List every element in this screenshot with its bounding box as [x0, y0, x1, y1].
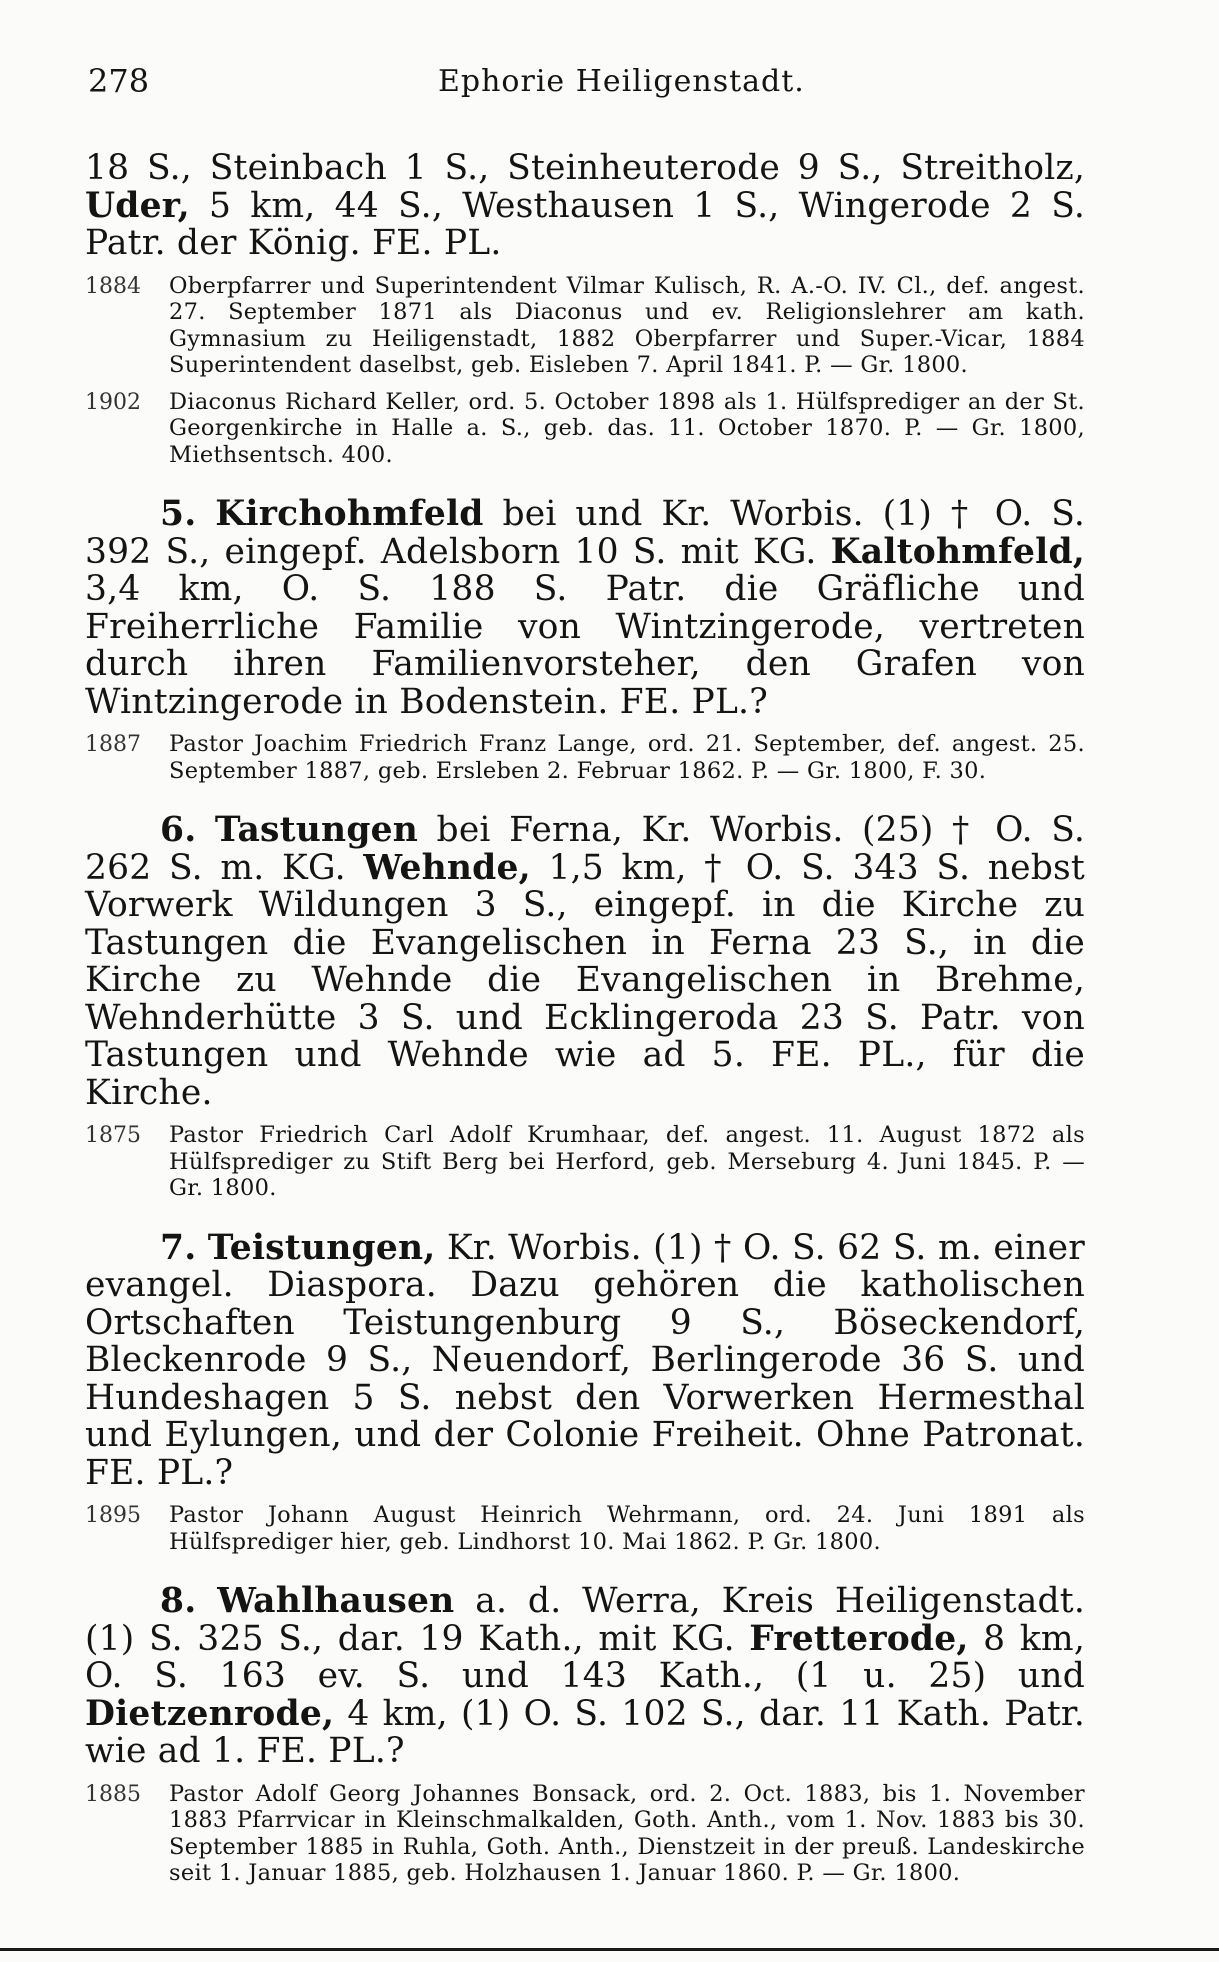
section-number: 8. — [160, 1581, 197, 1621]
page-header — [88, 62, 1083, 112]
paragraph-text: 3,4 km, O. S. 188 S. Patr. die Gräfliche und Freiherrliche Familie von Wintzingerode, vertreten durch ihren Familienvorsteher, den Grafen von Wintzingerode in Bodenstein. FE. PL.? — [85, 569, 1085, 722]
parish-name: Kirchohmfeld — [215, 494, 484, 534]
paragraph-text: bei Ferna, Kr. Worbis. (25) † O. S. 262 S. m. KG. — [85, 810, 1086, 888]
parish-section — [85, 1227, 1085, 1556]
place-name: Kaltohmfeld, — [830, 531, 1085, 572]
entry-year: 1884 — [85, 273, 141, 299]
entry-year: 1902 — [85, 389, 141, 415]
parish-section — [85, 1583, 1085, 1887]
pastor-entry — [85, 731, 1085, 784]
entry-year: 1895 — [85, 1503, 141, 1528]
paragraph-text: 4 km, (1) O. S. 102 S., dar. 11 Kath. Patr. wie ad 1. FE. PL.? — [85, 1693, 1085, 1771]
section-number: 6. — [160, 810, 197, 850]
parish-paragraph — [85, 812, 1085, 1112]
parish-paragraph — [85, 1583, 1085, 1771]
parish-name: Teistungen, — [207, 1227, 436, 1268]
entry-year: 1887 — [85, 732, 141, 757]
page-number: 278 — [88, 62, 150, 100]
paragraph-text: 1,5 km, † O. S. 343 S. nebst Vorwerk Wildungen 3 S., eingepf. in die Kirche zu Tastungen die Evangelischen in Ferna 23 S., in die Kirche zu Wehnde die Evangelischen in Brehme, Wehnderhütte 3 S. und Ecklingeroda 23 S. Patr. von Tastungen und Wehnde wie ad 5. FE. PL., für die Kirche. — [85, 847, 1085, 1113]
entry-year: 1885 — [85, 1781, 141, 1807]
paragraph-text: a. d. Werra, Kreis Heiligenstadt. (1) S. 325 S., dar. 19 Kath., mit KG. — [85, 1581, 1086, 1659]
section-number: 7. — [160, 1227, 197, 1268]
entry-text: Oberpfarrer und Superintendent Vilmar Kulisch, R. A.-O. IV. Cl., def. angest. 27. September 1871 als Diaconus und ev. Religionslehrer am kath. Gymnasium zu Heiligenstadt, 1882 Oberpfarrer und Super.-Vicar, 1884 Superintendent daselbst, geb. Eisleben 7. April 1841. P. — Gr. 1800. — [169, 272, 1085, 378]
entry-text: Pastor Adolf Georg Johannes Bonsack, ord. 2. Oct. 1883, bis 1. November 1883 Pfarrvicar in Kleinschmalkalden, Goth. Anth., vom 1. Nov. 1883 bis 30. September 1885 in Ruhla, Goth. Anth., Dienstzeit in der preuß. Landeskirche seit 1. Januar 1885, geb. Holzhausen 1. Januar 1860. P. — Gr. 1800. — [169, 1780, 1085, 1886]
pastor-entry — [85, 389, 1085, 469]
paragraph-text: 8 km, O. S. 163 ev. S. und 143 Kath., (1 u. 25) und — [85, 1618, 1085, 1696]
pastor-entry — [85, 1502, 1085, 1555]
parish-paragraph — [85, 496, 1085, 721]
place-name: Fretterode, — [749, 1618, 969, 1659]
paragraph-text: 5 km, 44 S., Westhausen 1 S., Wingerode 2 S. Patr. der König. FE. PL. — [85, 185, 1085, 263]
parish-section — [85, 496, 1085, 784]
continuation-block — [85, 150, 1085, 468]
paragraph-text: 18 S., Steinbach 1 S., Steinheuterode 9 S., Streitholz, — [85, 148, 1085, 188]
paragraph-text: bei und Kr. Worbis. (1) † O. S. 392 S., eingepf. Adelsborn 10 S. mit KG. — [85, 494, 1086, 572]
place-name: Uder, — [85, 185, 190, 226]
place-name: Dietzenrode, — [85, 1693, 335, 1734]
pastor-entry — [85, 1122, 1085, 1202]
parish-paragraph — [85, 1227, 1085, 1493]
parish-section — [85, 812, 1085, 1202]
continuation-paragraph — [85, 150, 1085, 263]
paragraph-text: Kr. Worbis. (1) † O. S. 62 S. m. einer evangel. Diaspora. Dazu gehören die katholischen Ortschaften Teistungenburg 9 S., Böseckendorf, Bleckenrode 9 S., Neuendorf, Berlingerode 36 S. und Hundeshagen 5 S. nebst den Vorwerken Hermesthal und Eylungen, und der Colonie Freiheit. Ohne Patronat. FE. PL.? — [85, 1227, 1085, 1493]
parish-name: Tastungen — [214, 810, 419, 850]
bottom-divider — [0, 1948, 1219, 1951]
entry-year: 1875 — [85, 1123, 141, 1148]
place-name: Wehnde, — [363, 847, 531, 888]
entry-text: Pastor Johann August Heinrich Wehrmann, ord. 24. Juni 1891 als Hülfsprediger hier, geb. Lindhorst 10. Mai 1862. P. Gr. 1800. — [169, 1502, 1085, 1555]
pastor-entry — [85, 1781, 1085, 1887]
running-title: Ephorie Heiligenstadt. — [438, 64, 805, 99]
entry-text: Pastor Joachim Friedrich Franz Lange, ord. 21. September, def. angest. 25. September 1887, geb. Ersleben 2. Februar 1862. P. — Gr. 1800, F. 30. — [169, 731, 1085, 784]
pastor-entry — [85, 273, 1085, 379]
section-number: 5. — [160, 494, 197, 534]
page-content — [85, 150, 1085, 1887]
entry-text: Pastor Friedrich Carl Adolf Krumhaar, def. angest. 11. August 1872 als Hülfsprediger zu Stift Berg bei Herford, geb. Merseburg 4. Juni 1845. P. — Gr. 1800. — [169, 1122, 1085, 1201]
entry-text: Diaconus Richard Keller, ord. 5. October 1898 als 1. Hülfsprediger an der St. Georgenkirche in Halle a. S., geb. das. 11. October 1870. P. — Gr. 1800, Miethsentsch. 400. — [169, 388, 1085, 468]
parish-name: Wahlhausen — [217, 1581, 455, 1621]
